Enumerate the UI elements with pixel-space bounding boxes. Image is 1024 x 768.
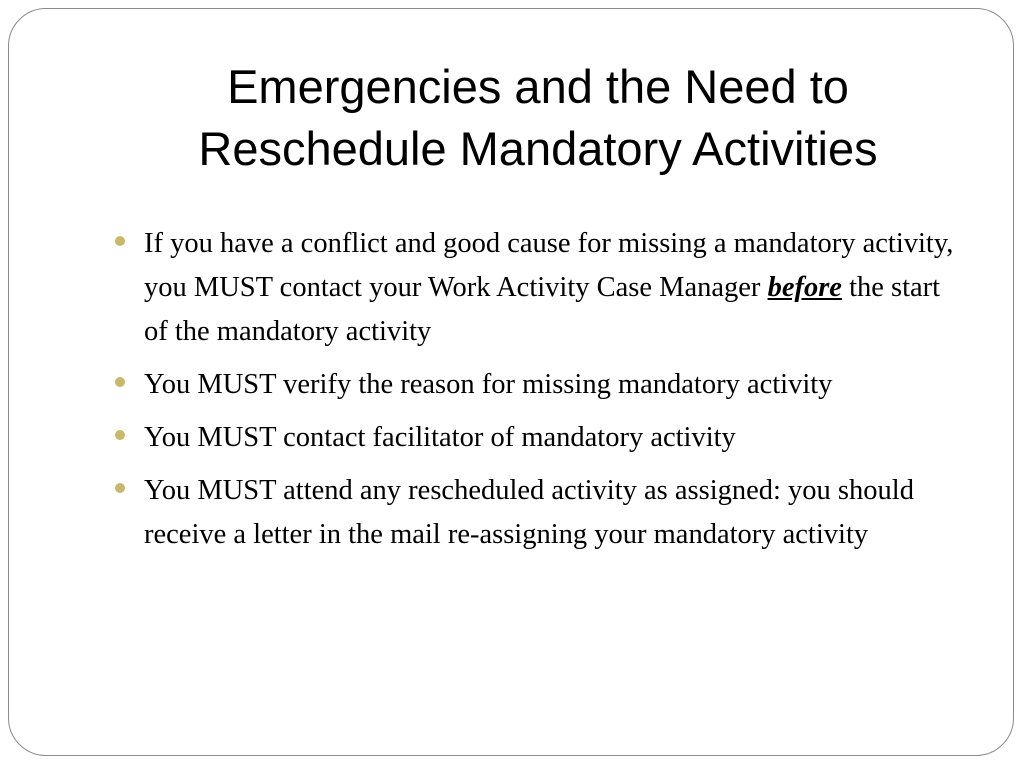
slide-title-line-2: Reschedule Mandatory Activities bbox=[198, 122, 878, 175]
slide-title bbox=[60, 56, 1016, 180]
bullet-dot-icon bbox=[115, 377, 125, 387]
bullet-dot-icon bbox=[115, 430, 125, 440]
bullet-item-1 bbox=[115, 222, 965, 354]
bullet-4-text: You MUST attend any rescheduled activity as assigned: you should receive a letter in the mail re-assigning your mandatory activity bbox=[144, 475, 914, 550]
bullet-3-text: You MUST contact facilitator of mandatory activity bbox=[144, 422, 736, 453]
slide-title-line-1: Emergencies and the Need to bbox=[227, 60, 849, 113]
bullet-1-emphasis: before bbox=[767, 272, 842, 303]
bullet-list bbox=[115, 222, 965, 566]
bullet-1-text-before: If you have a conflict and good cause for missing a mandatory activity, you MUST contact your Work Activity Case Manager bbox=[144, 228, 954, 303]
bullet-item-2 bbox=[115, 363, 965, 407]
bullet-item-4 bbox=[115, 469, 965, 557]
bullet-dot-icon bbox=[115, 236, 125, 246]
bullet-1-text-after: the start of the mandatory activity bbox=[144, 272, 941, 347]
bullet-dot-icon bbox=[115, 483, 125, 493]
bullet-item-3 bbox=[115, 416, 965, 460]
bullet-2-text: You MUST verify the reason for missing mandatory activity bbox=[144, 369, 833, 400]
